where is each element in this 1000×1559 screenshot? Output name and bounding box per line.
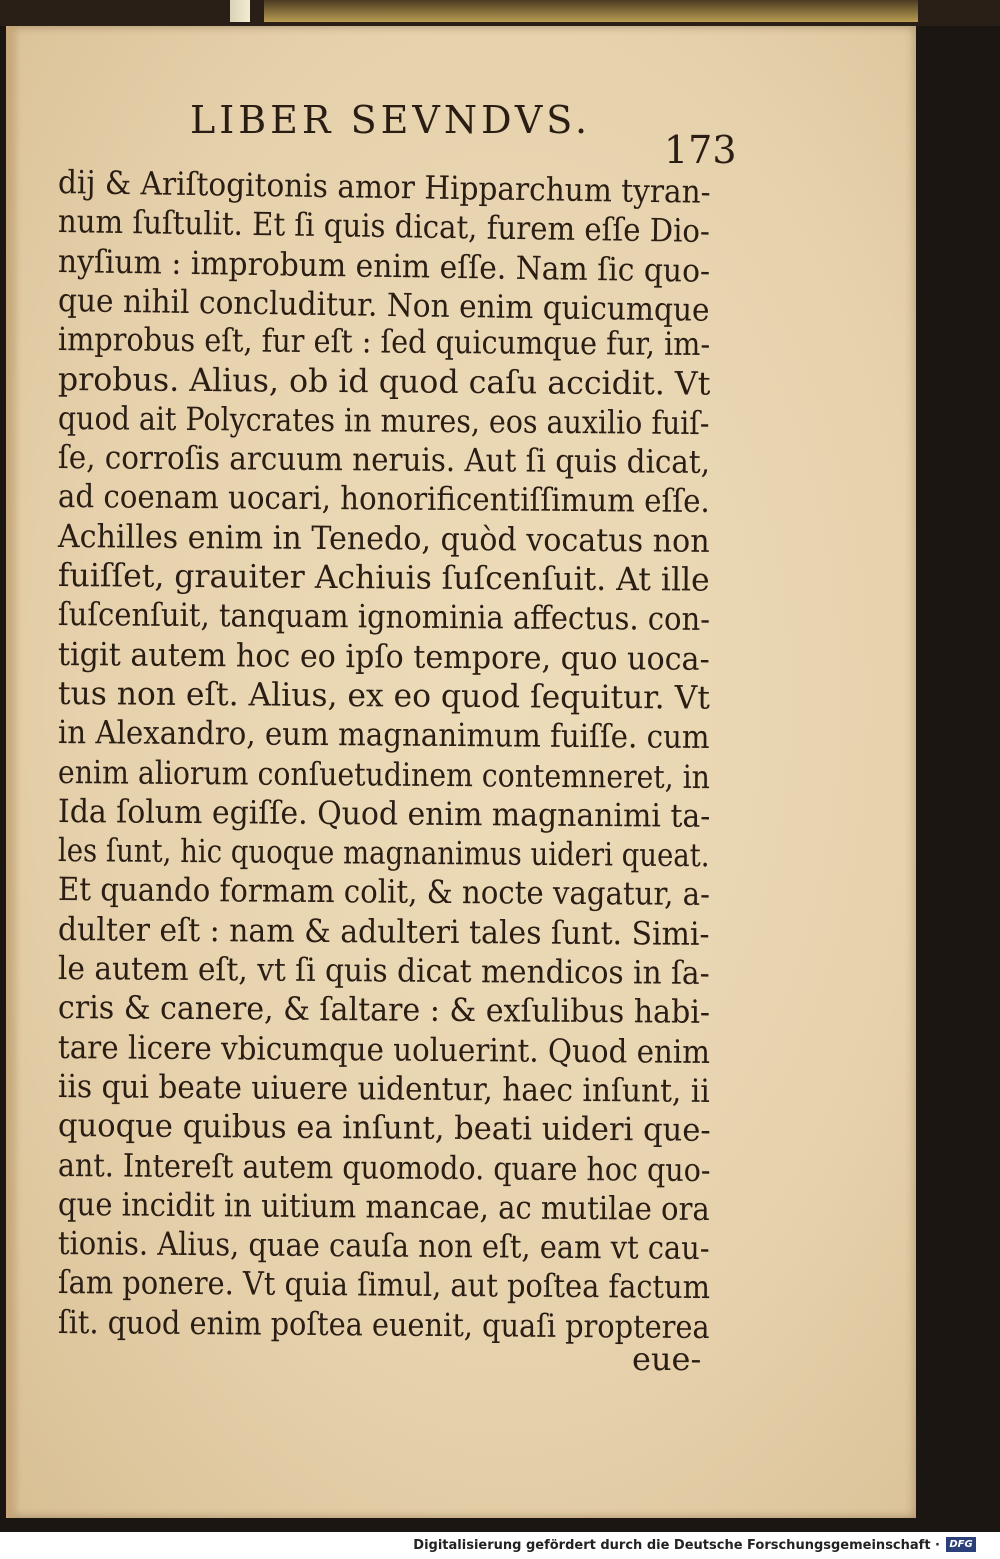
text-line: cris & canere, & ſaltare : & exſulibus habi- [57,988,711,1032]
text-line: ſam ponere. Vt quia ſimul, aut poſtea factum [57,1263,711,1307]
text-line: ſit. quod enim poſtea euenit, quaſi propterea [57,1302,710,1346]
text-line: que nihil concluditur. Non enim quicumque [57,280,710,329]
text-line: tigit autem hoc eo ipſo tempore, quo uoca- [57,634,710,678]
text-line: probus. Alius, ob id quod caſu accidit. Vt [57,359,711,403]
text-line: Ida ſolum egiſſe. Quod enim magnanimi ta- [57,791,711,835]
text-line: ad coenam uocari, honorificentiſſimum eſſe. [57,477,710,521]
text-line: le autem eſt, vt ſi quis dicat mendicos in ſa- [57,949,710,992]
funding-credit: Digitalisierung gefördert durch die Deutsche Forschungsgemeinschaft · [413,1538,940,1553]
text-line: nyſium : improbum enim eſſe. Nam ſic quo- [57,241,711,290]
text-line: que incidit in uitium mancae, ac mutilae ora [57,1184,710,1228]
text-line: tare licere vbicumque uoluerint. Quod enim [57,1027,711,1071]
text-line: Et quando formam colit, & nocte vagatur, a- [57,870,711,914]
text-line: quod ait Polycrates in mures, eos auxilio fuiſ- [57,398,710,442]
text-line: les ſunt, hic quoque magnanimus uideri queat. [57,831,710,875]
dfg-logo: DFG [946,1537,976,1552]
text-line: ant. Intereſt autem quomodo. quare hoc quo- [57,1145,711,1189]
text-line: enim aliorum conſuetudinem contemneret, in [57,752,711,796]
page-gutter-shadow [6,26,20,1518]
adjacent-page-edge [230,0,250,22]
book-cover-edge [264,0,918,22]
text-line: dulter eſt : nam & adulteri tales ſunt. Simi- [57,909,710,953]
text-line: ſuſcenſuit, tanquam ignominia affectus. con- [57,595,711,639]
text-line: num ſuſtulit. Et ſi quis dicat, furem eſſe Dio- [57,202,711,251]
text-line: tionis. Alius, quae cauſa non eſt, eam vt cau- [57,1224,710,1268]
catchword: eue- [632,1340,702,1378]
text-line: ſe, corroſis arcuum neruis. Aut ſi quis dicat, [57,438,711,482]
page-number: 173 [664,128,737,172]
running-head: LIBER SEVNDVS. [190,98,592,142]
text-line: tus non eſt. Alius, ex eo quod ſequitur. Vt [57,673,711,717]
text-line: improbus eſt, fur eſt : ſed quicumque fur, im- [57,320,711,364]
text-line: quoque quibus ea inſunt, beati uideri que- [57,1106,711,1149]
text-line: iis qui beate uiuere uidentur, haec inſunt, ii [57,1066,710,1110]
text-line: in Alexandro, eum magnanimum fuiſſe. cum [57,713,710,757]
text-line: fuiſſet, grauiter Achiuis ſuſcenſuit. At ille [57,556,710,599]
text-line: dij & Ariſtogitonis amor Hipparchum tyran- [57,163,711,211]
text-line: Achilles enim in Tenedo, quòd vocatus non [57,516,710,560]
